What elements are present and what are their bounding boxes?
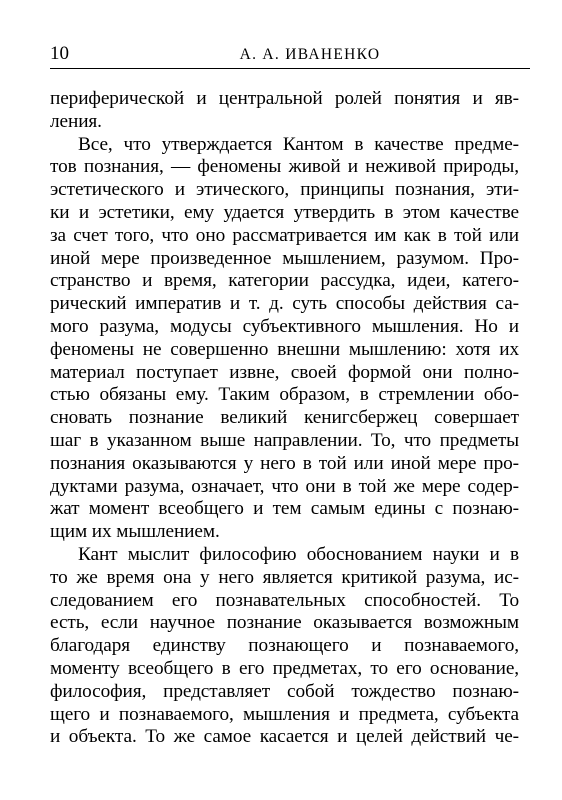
text-line: материал поступает извне, своей формой они полно- [50, 361, 519, 383]
page-number: 10 [50, 43, 69, 64]
text-line: дуктами разума, означает, что они в той же мере содер- [50, 475, 519, 497]
text-line: тов познания, — феномены живой и неживой природы, [50, 156, 519, 178]
text-line: и объекта. То же самое касается и целей действий че- [50, 726, 519, 748]
text-line: ления. [50, 110, 102, 132]
text-line: жат момент всеобщего и тем самым едины с познаю- [50, 498, 519, 520]
text-line: рический императив и т. д. суть способы действия са- [50, 293, 519, 315]
text-line: за счет того, что оно рассматривается им как в той или [50, 224, 519, 246]
text-line: Все, что утверждается Кантом в качестве предме- [78, 133, 519, 155]
text-line: феномены не совершенно внешни мышлению: хотя их [50, 338, 519, 360]
text-line: то же время она у него является критикой разума, ис- [50, 566, 519, 588]
text-line: стью обязаны ему. Таким образом, в стремлении обо- [50, 384, 519, 406]
text-line: моменту всеобщего в его предметах, то его основание, [50, 657, 519, 679]
running-header [50, 40, 530, 69]
text-line: следованием его познавательных способностей. То [50, 589, 519, 611]
text-line: щим их мышлением. [50, 521, 220, 543]
text-line: периферической и центральной ролей понятия и яв- [50, 88, 519, 109]
text-line: сновать познание великий кенигсбержец совершает [50, 407, 519, 429]
body-text [50, 88, 519, 749]
text-line: щего и познаваемого, мышления и предмета, субъекта [50, 703, 519, 725]
running-head-author: А. А. ИВАНЕНКО [239, 46, 381, 63]
text-line: познания оказываются у него в той или иной мере про- [50, 452, 519, 474]
text-line: шаг в указанном выше направлении. То, что предметы [50, 429, 519, 451]
text-line: благодаря единству познающего и познаваемого, [50, 635, 519, 657]
text-line: философия, представляет собой тождество познаю- [50, 680, 519, 702]
text-line: Кант мыслит философию обоснованием науки и в [78, 543, 519, 565]
text-line: есть, если научное познание оказывается возможным [50, 612, 519, 634]
text-line: иной мере произведенное мышлением, разумом. Про- [50, 247, 519, 269]
text-line: эстетического и этического, принципы познания, эти- [50, 179, 519, 201]
text-line: ки и эстетики, ему удается утвердить в этом качестве [50, 201, 519, 223]
text-line: странство и время, категории рассудка, идеи, катего- [50, 270, 519, 292]
text-line: мого разума, модусы субъективного мышления. Но и [50, 315, 519, 337]
